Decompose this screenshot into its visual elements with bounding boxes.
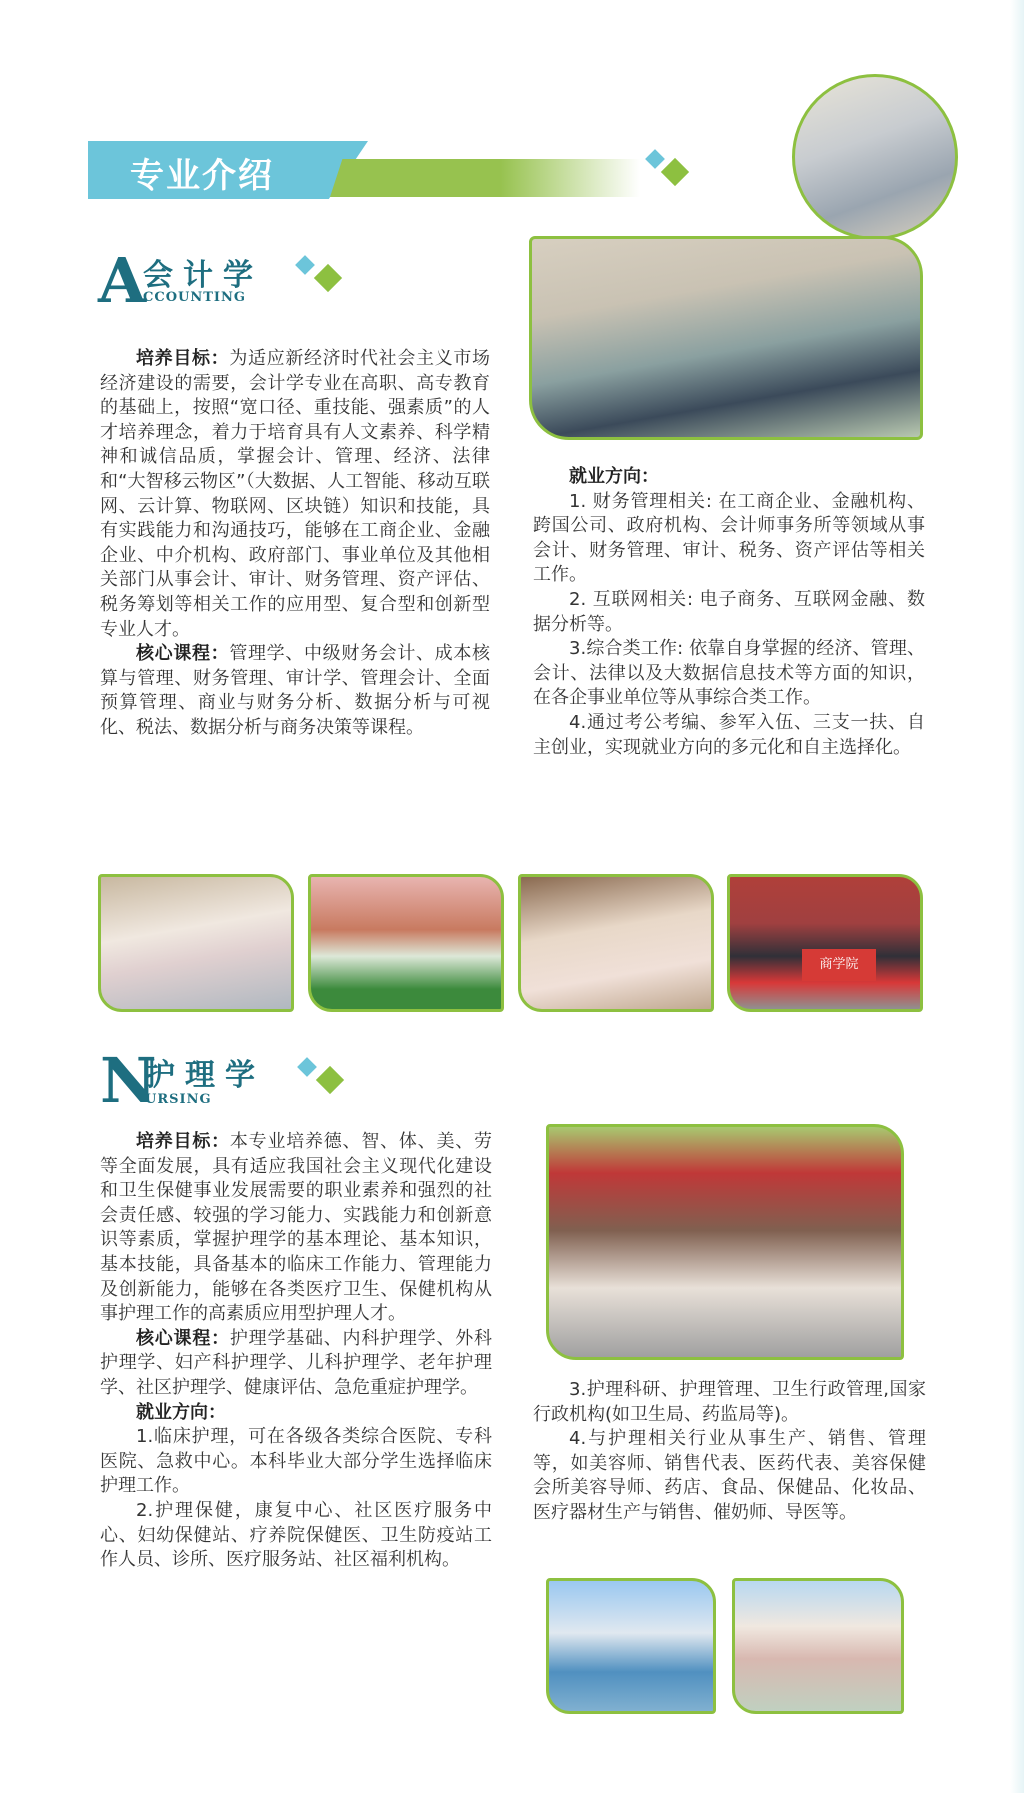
classroom-photo xyxy=(98,874,294,1012)
group-photo xyxy=(727,874,923,1012)
job-item: 4.通过考公考编、参军入伍、三支一扶、自主创业，实现就业方向的多元化和自主选择化。 xyxy=(533,711,925,758)
page-title: 专业介绍 xyxy=(130,156,274,196)
section-title: 护理学 xyxy=(145,1058,265,1093)
section-subtitle: URSING xyxy=(145,1092,212,1107)
header-banner-bar xyxy=(330,159,640,197)
graduation-photo xyxy=(308,874,504,1012)
section-letter: A xyxy=(98,244,147,317)
job-item: 4.与护理相关行业从事生产、销售、管理等，如美容师、销售代表、医药代表、美容保健会所美容导师、药店、食品、保健品、化妆品、医疗器材生产与销售、催奶师、导医等。 xyxy=(533,1428,926,1523)
job-item: 1. 财务管理相关: 在工商企业、金融机构、跨国公司、政府机构、会计师事务所等领域从事会计、财务管理、审计、税务、资产评估等相关工作。 xyxy=(533,490,925,586)
section-letter: N xyxy=(100,1044,157,1117)
hospital-building-photo xyxy=(546,1578,716,1714)
course-text: 护理学基础、内科护理学、外科护理学、妇产科护理学、儿科护理学、老年护理学、社区护理学、健康评估、急危重症护理学。 xyxy=(100,1327,493,1398)
goal-label: 培养目标： xyxy=(136,1131,230,1152)
job-item: 2. 互联网相关: 电子商务、互联网金融、数据分析等。 xyxy=(533,588,925,635)
accounting-jobs xyxy=(533,465,925,760)
jobs-label: 就业方向： xyxy=(569,466,659,487)
nursing-intro xyxy=(100,1130,492,1573)
nursing-jobs xyxy=(533,1378,926,1526)
section-subtitle: CCOUNTING xyxy=(143,290,246,305)
diamond-decoration xyxy=(297,1057,317,1077)
hospital-building-photo xyxy=(732,1578,904,1714)
students-sandtable-photo xyxy=(529,236,923,440)
students-photo xyxy=(518,874,714,1012)
diamond-decoration xyxy=(316,1066,344,1094)
course-label: 核心课程： xyxy=(136,643,230,665)
section-title: 会计学 xyxy=(143,258,263,293)
diamond-decoration xyxy=(295,255,315,275)
jobs-label: 就业方向： xyxy=(136,1401,226,1423)
edge-stripe xyxy=(1010,0,1024,1793)
job-item: 1.临床护理，可在各级各类综合医院、专科医院、急救中心。本科毕业大部分学生选择临床护理工作。 xyxy=(100,1426,492,1497)
course-text: 管理学、中级财务会计、成本核算与管理、财务管理、审计学、管理会计、全面预算管理、商业与财务分析、数据分析与可视化、税法、数据分析与商务决策等课程。 xyxy=(100,643,491,738)
diamond-decoration xyxy=(314,264,342,292)
diamond-decoration xyxy=(661,158,689,186)
accounting-intro xyxy=(100,347,490,741)
job-item: 3.综合类工作: 依靠自身掌握的经济、管理、会计、法律以及大数据信息技术等方面的知识，在各企事业单位等从事综合类工作。 xyxy=(533,638,925,709)
goal-text: 为适应新经济时代社会主义市场经济建设的需要，会计学专业在高职、高专教育的基础上，按照“宽口径、重技能、强素质”的人才培养理念，着力于培育具有人文素养、科学精神和诚信品质，掌握会计、管理、经济、法律和“大智移云物区”（大数据、人工智能、移动互联网、云计算、物联网、区块链）知识和技能，具有实践能力和沟通技巧，能够在工商企业、金融企业、中介机构、政府部门、事业单位及其他相关部门从事会计、审计、财务管理、资产评估、税务筹划等相关工作的应用型、复合型和创新型专业人才。 xyxy=(100,348,491,640)
goal-label: 培养目标： xyxy=(136,348,230,369)
diamond-decoration xyxy=(645,149,665,169)
job-item: 3.护理科研、护理管理、卫生行政管理,国家行政机构(如卫生局、药监局等)。 xyxy=(533,1379,926,1425)
computer-lab-photo xyxy=(792,74,958,240)
hospital-ceremony-photo xyxy=(546,1124,904,1360)
school-banner: 商学院 xyxy=(802,949,876,981)
goal-text: 本专业培养德、智、体、美、劳等全面发展，具有适应我国社会主义现代化建设和卫生保健事业发展需要的职业素养和强烈的社会责任感、较强的学习能力、实践能力和创新意识等素质，掌握护理学的基本理论、基本知识，基本技能，具备基本的临床工作能力、管理能力及创新能力，能够在各类医疗卫生、保健机构从事护理工作的高素质应用型护理人才。 xyxy=(100,1131,493,1325)
course-label: 核心课程： xyxy=(136,1327,230,1349)
job-item: 2.护理保健，康复中心、社区医疗服务中心、妇幼保健站、疗养院保健医、卫生防疫站工作人员、诊所、医疗服务站、社区福利机构。 xyxy=(100,1499,492,1571)
